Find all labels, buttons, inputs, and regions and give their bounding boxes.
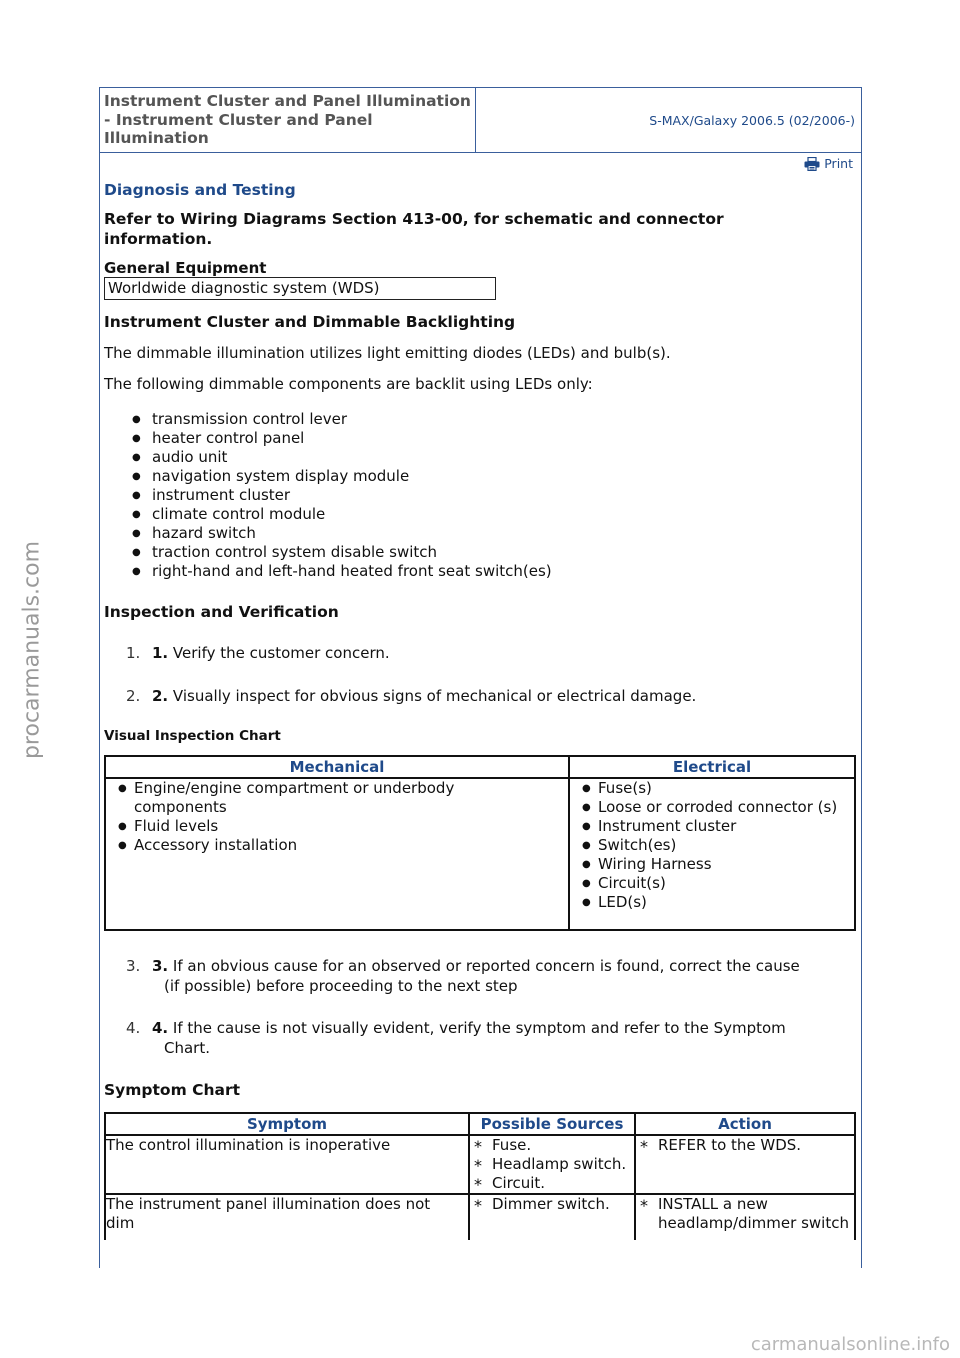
step-1 <box>104 643 856 663</box>
column-header-electrical: Electrical <box>569 756 855 778</box>
list-item: * Circuit. <box>470 1174 634 1193</box>
general-equipment-item: Worldwide diagnostic system (WDS) <box>104 278 496 300</box>
list-item: ● Loose or corroded connector (s) <box>570 798 848 817</box>
electrical-list <box>570 779 854 912</box>
step-text: If an obvious cause for an observed or reported concern is found, correct the cause <box>172 957 800 975</box>
column-header-mechanical: Mechanical <box>105 756 569 778</box>
wiring-reference: Refer to Wiring Diagrams Section 413-00, for schematic and connector information. <box>104 210 724 248</box>
list-item: ● hazard switch <box>104 524 856 543</box>
list-item: ● Fuse(s) <box>570 779 848 798</box>
visual-inspection-table <box>104 755 856 931</box>
list-item: ● LED(s) <box>570 893 848 912</box>
list-item: ● instrument cluster <box>104 486 856 505</box>
list-item: * Fuse. <box>470 1136 634 1155</box>
diagnosis-heading: Diagnosis and Testing <box>104 181 296 199</box>
list-item: ● traction control system disable switch <box>104 543 856 562</box>
list-item: ● Fluid levels <box>106 817 508 836</box>
component-list <box>104 410 856 581</box>
list-item: ● Wiring Harness <box>570 855 848 874</box>
step-text: Verify the customer concern. <box>172 644 390 662</box>
list-item: ● Switch(es) <box>570 836 848 855</box>
document-body <box>104 180 856 1240</box>
step-continuation: (if possible) before proceeding to the next step <box>164 977 518 995</box>
actions-list <box>636 1136 854 1155</box>
general-equipment <box>104 259 856 300</box>
backlighting-paragraph-2: The following dimmable components are backlit using LEDs only: <box>104 375 593 393</box>
list-item: ● Engine/engine compartment or underbody components <box>106 779 508 817</box>
page-frame <box>99 87 862 1268</box>
list-item: ● climate control module <box>104 505 856 524</box>
step-text: If the cause is not visually evident, verify the symptom and refer to the Symptom <box>172 1019 786 1037</box>
inspection-heading: Inspection and Verification <box>104 603 339 621</box>
list-item: * REFER to the WDS. <box>636 1136 854 1155</box>
sources-cell <box>469 1135 635 1194</box>
model-label: S-MAX/Galaxy 2006.5 (02/2006-) <box>649 112 855 128</box>
step-3 <box>104 956 856 996</box>
step-number: 4. <box>126 1019 141 1037</box>
printer-icon <box>804 157 820 171</box>
column-header-symptom: Symptom <box>105 1113 469 1135</box>
backlighting-paragraph-1: The dimmable illumination utilizes light emitting diodes (LEDs) and bulb(s). <box>104 344 671 362</box>
visual-chart-title: Visual Inspection Chart <box>104 728 281 744</box>
list-item: ● heater control panel <box>104 429 856 448</box>
step-4 <box>104 1018 856 1058</box>
list-item: ● Circuit(s) <box>570 874 848 893</box>
list-item: ● Accessory installation <box>106 836 508 855</box>
table-row <box>105 1194 855 1240</box>
backlighting-heading: Instrument Cluster and Dimmable Backlighting <box>104 313 516 331</box>
symptom-cell: The control illumination is inoperative <box>105 1135 469 1194</box>
action-cell <box>635 1135 855 1194</box>
step-bold-number: 2. <box>152 687 169 705</box>
column-header-action: Action <box>635 1113 855 1135</box>
page-title: Instrument Cluster and Panel Illumination - Instrument Cluster and Panel Illumination <box>100 88 476 152</box>
list-item: * Headlamp switch. <box>470 1155 634 1174</box>
sources-cell <box>469 1194 635 1240</box>
step-bold-number: 4. <box>152 1019 169 1037</box>
mechanical-list <box>106 779 568 855</box>
column-header-sources: Possible Sources <box>469 1113 635 1135</box>
list-item: ● audio unit <box>104 448 856 467</box>
step-number: 1. <box>126 644 141 662</box>
list-item: ● Instrument cluster <box>570 817 848 836</box>
bottom-watermark: carmanualsonline.info <box>750 1334 950 1355</box>
symptom-table <box>104 1112 856 1240</box>
print-button[interactable] <box>804 156 853 171</box>
list-item: ● navigation system display module <box>104 467 856 486</box>
symptom-chart-heading: Symptom Chart <box>104 1081 241 1099</box>
actions-list <box>636 1195 854 1233</box>
mechanical-cell <box>105 778 569 930</box>
page-header <box>100 88 861 153</box>
step-bold-number: 3. <box>152 957 169 975</box>
print-label: Print <box>824 156 853 171</box>
sources-list <box>470 1195 634 1214</box>
list-item: * Dimmer switch. <box>470 1195 634 1214</box>
step-2 <box>104 686 856 706</box>
step-number: 2. <box>126 687 141 705</box>
side-watermark: procarmanuals.com <box>19 540 45 760</box>
step-text: Visually inspect for obvious signs of mechanical or electrical damage. <box>172 687 697 705</box>
step-continuation: Chart. <box>164 1039 210 1057</box>
list-item: * INSTALL a new headlamp/dimmer switch <box>636 1195 854 1233</box>
list-item: ● transmission control lever <box>104 410 856 429</box>
action-cell <box>635 1194 855 1240</box>
list-item: ● right-hand and left-hand heated front seat switch(es) <box>104 562 856 581</box>
table-row <box>105 1135 855 1194</box>
step-number: 3. <box>126 957 141 975</box>
electrical-cell <box>569 778 855 930</box>
step-bold-number: 1. <box>152 644 169 662</box>
sources-list <box>470 1136 634 1193</box>
symptom-cell: The instrument panel illumination does not dim <box>105 1194 469 1240</box>
general-equipment-label: General Equipment <box>104 259 496 278</box>
